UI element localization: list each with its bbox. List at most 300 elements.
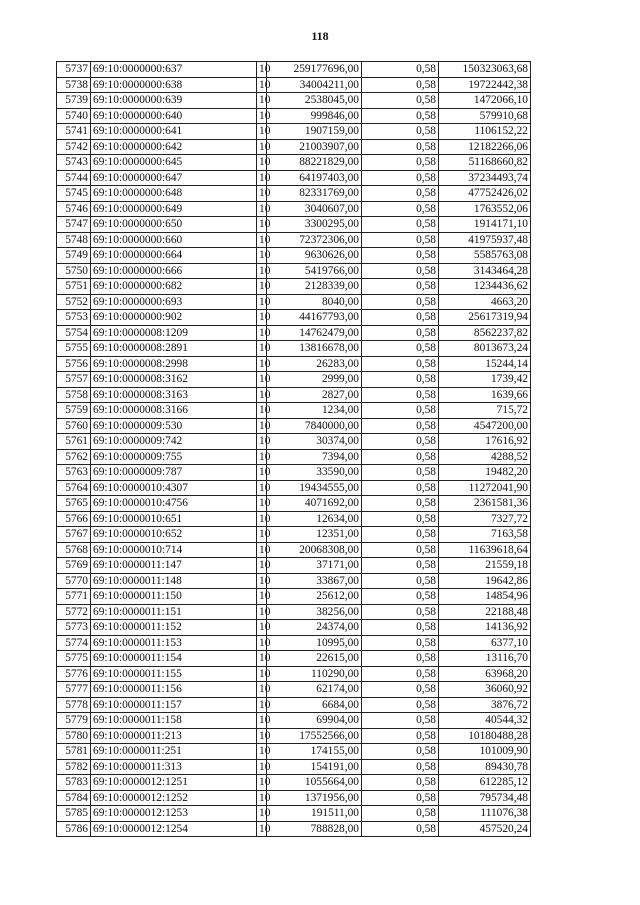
coefficient-cell: 0,58: [362, 201, 439, 217]
row-number-cell: 5740: [57, 108, 91, 124]
row-number-cell: 5770: [57, 573, 91, 589]
table-row: [57, 294, 531, 310]
cadastral-number-cell: 69:10:0000000:650: [91, 217, 257, 233]
cadastral-value-cell: 13816678,00: [267, 341, 362, 357]
table-row: [57, 480, 531, 496]
coefficient-cell: 0,58: [362, 232, 439, 248]
row-number-cell: 5774: [57, 635, 91, 651]
amount-cell: 8013673,24: [439, 341, 531, 357]
rate-cell: 10: [257, 77, 267, 93]
coefficient-cell: 0,58: [362, 93, 439, 109]
coefficient-cell: 0,58: [362, 403, 439, 419]
amount-cell: 1739,42: [439, 372, 531, 388]
table-row: [57, 496, 531, 512]
cadastral-value-cell: 191511,00: [267, 806, 362, 822]
cadastral-number-cell: 69:10:0000000:637: [91, 62, 257, 78]
coefficient-cell: 0,58: [362, 620, 439, 636]
table-row: [57, 201, 531, 217]
amount-cell: 150323063,68: [439, 62, 531, 78]
rate-cell: 10: [257, 310, 267, 326]
row-number-cell: 5762: [57, 449, 91, 465]
cadastral-number-cell: 69:10:0000011:213: [91, 728, 257, 744]
table-row: [57, 604, 531, 620]
amount-cell: 17616,92: [439, 434, 531, 450]
cadastral-number-cell: 69:10:0000008:3166: [91, 403, 257, 419]
coefficient-cell: 0,58: [362, 604, 439, 620]
row-number-cell: 5755: [57, 341, 91, 357]
rate-cell: 10: [257, 558, 267, 574]
table-row: [57, 186, 531, 202]
table-row: [57, 759, 531, 775]
amount-cell: 4547200,00: [439, 418, 531, 434]
table-row: [57, 170, 531, 186]
table-body: [57, 62, 531, 837]
amount-cell: 47752426,02: [439, 186, 531, 202]
amount-cell: 4663,20: [439, 294, 531, 310]
cadastral-value-cell: 33867,00: [267, 573, 362, 589]
table-row: [57, 589, 531, 605]
coefficient-cell: 0,58: [362, 449, 439, 465]
row-number-cell: 5742: [57, 139, 91, 155]
cadastral-number-cell: 69:10:0000000:660: [91, 232, 257, 248]
rate-cell: 10: [257, 387, 267, 403]
amount-cell: 14854,96: [439, 589, 531, 605]
cadastral-number-cell: 69:10:0000008:3162: [91, 372, 257, 388]
rate-cell: 10: [257, 279, 267, 295]
cadastral-number-cell: 69:10:0000011:152: [91, 620, 257, 636]
coefficient-cell: 0,58: [362, 558, 439, 574]
amount-cell: 13116,70: [439, 651, 531, 667]
coefficient-cell: 0,58: [362, 697, 439, 713]
amount-cell: 37234493,74: [439, 170, 531, 186]
amount-cell: 19482,20: [439, 465, 531, 481]
cadastral-number-cell: 69:10:0000008:1209: [91, 325, 257, 341]
amount-cell: 1914171,10: [439, 217, 531, 233]
amount-cell: 3143464,28: [439, 263, 531, 279]
coefficient-cell: 0,58: [362, 635, 439, 651]
row-number-cell: 5750: [57, 263, 91, 279]
amount-cell: 25617319,94: [439, 310, 531, 326]
cadastral-number-cell: 69:10:0000011:150: [91, 589, 257, 605]
coefficient-cell: 0,58: [362, 387, 439, 403]
table-row: [57, 139, 531, 155]
row-number-cell: 5773: [57, 620, 91, 636]
cadastral-value-cell: 1234,00: [267, 403, 362, 419]
cadastral-value-cell: 154191,00: [267, 759, 362, 775]
rate-cell: 10: [257, 635, 267, 651]
cadastral-value-cell: 19434555,00: [267, 480, 362, 496]
row-number-cell: 5780: [57, 728, 91, 744]
cadastral-number-cell: 69:10:0000011:154: [91, 651, 257, 667]
rate-cell: 10: [257, 480, 267, 496]
cadastral-value-cell: 110290,00: [267, 666, 362, 682]
cadastral-number-cell: 69:10:0000000:647: [91, 170, 257, 186]
cadastral-value-table: [56, 61, 531, 837]
coefficient-cell: 0,58: [362, 186, 439, 202]
row-number-cell: 5783: [57, 775, 91, 791]
coefficient-cell: 0,58: [362, 790, 439, 806]
table-row: [57, 124, 531, 140]
table-row: [57, 682, 531, 698]
rate-cell: 10: [257, 790, 267, 806]
table-row: [57, 511, 531, 527]
cadastral-number-cell: 69:10:0000010:4307: [91, 480, 257, 496]
row-number-cell: 5739: [57, 93, 91, 109]
coefficient-cell: 0,58: [362, 527, 439, 543]
row-number-cell: 5738: [57, 77, 91, 93]
table-row: [57, 93, 531, 109]
coefficient-cell: 0,58: [362, 480, 439, 496]
table-row: [57, 62, 531, 78]
amount-cell: 14136,92: [439, 620, 531, 636]
coefficient-cell: 0,58: [362, 589, 439, 605]
table-row: [57, 279, 531, 295]
rate-cell: 10: [257, 759, 267, 775]
cadastral-number-cell: 69:10:0000000:638: [91, 77, 257, 93]
rate-cell: 10: [257, 263, 267, 279]
row-number-cell: 5752: [57, 294, 91, 310]
table-row: [57, 341, 531, 357]
cadastral-value-cell: 2128339,00: [267, 279, 362, 295]
amount-cell: 7163,58: [439, 527, 531, 543]
cadastral-value-cell: 44167793,00: [267, 310, 362, 326]
row-number-cell: 5781: [57, 744, 91, 760]
table-row: [57, 775, 531, 791]
amount-cell: 1763552,06: [439, 201, 531, 217]
cadastral-number-cell: 69:10:0000009:755: [91, 449, 257, 465]
cadastral-number-cell: 69:10:0000009:787: [91, 465, 257, 481]
cadastral-value-cell: 7840000,00: [267, 418, 362, 434]
table-row: [57, 697, 531, 713]
rate-cell: 10: [257, 201, 267, 217]
coefficient-cell: 0,58: [362, 248, 439, 264]
rate-cell: 10: [257, 744, 267, 760]
table-row: [57, 821, 531, 837]
row-number-cell: 5775: [57, 651, 91, 667]
table-row: [57, 542, 531, 558]
row-number-cell: 5786: [57, 821, 91, 837]
table-row: [57, 387, 531, 403]
rate-cell: 10: [257, 434, 267, 450]
amount-cell: 19722442,38: [439, 77, 531, 93]
cadastral-value-cell: 1055664,00: [267, 775, 362, 791]
cadastral-number-cell: 69:10:0000011:313: [91, 759, 257, 775]
cadastral-number-cell: 69:10:0000000:642: [91, 139, 257, 155]
amount-cell: 7327,72: [439, 511, 531, 527]
row-number-cell: 5753: [57, 310, 91, 326]
cadastral-value-cell: 37171,00: [267, 558, 362, 574]
row-number-cell: 5778: [57, 697, 91, 713]
amount-cell: 5585763,08: [439, 248, 531, 264]
table-row: [57, 108, 531, 124]
table-row: [57, 372, 531, 388]
rate-cell: 10: [257, 325, 267, 341]
coefficient-cell: 0,58: [362, 217, 439, 233]
row-number-cell: 5784: [57, 790, 91, 806]
rate-cell: 10: [257, 511, 267, 527]
cadastral-number-cell: 69:10:0000000:641: [91, 124, 257, 140]
cadastral-value-cell: 14762479,00: [267, 325, 362, 341]
cadastral-value-cell: 30374,00: [267, 434, 362, 450]
coefficient-cell: 0,58: [362, 713, 439, 729]
amount-cell: 715,72: [439, 403, 531, 419]
cadastral-number-cell: 69:10:0000000:645: [91, 155, 257, 171]
cadastral-number-cell: 69:10:0000012:1253: [91, 806, 257, 822]
amount-cell: 36060,92: [439, 682, 531, 698]
cadastral-value-cell: 174155,00: [267, 744, 362, 760]
table-row: [57, 806, 531, 822]
cadastral-value-cell: 7394,00: [267, 449, 362, 465]
cadastral-number-cell: 69:10:0000000:639: [91, 93, 257, 109]
row-number-cell: 5769: [57, 558, 91, 574]
row-number-cell: 5761: [57, 434, 91, 450]
rate-cell: 10: [257, 666, 267, 682]
amount-cell: 11272041,90: [439, 480, 531, 496]
cadastral-number-cell: 69:10:0000011:153: [91, 635, 257, 651]
row-number-cell: 5758: [57, 387, 91, 403]
row-number-cell: 5777: [57, 682, 91, 698]
rate-cell: 10: [257, 372, 267, 388]
cadastral-value-cell: 21003907,00: [267, 139, 362, 155]
cadastral-value-cell: 2999,00: [267, 372, 362, 388]
amount-cell: 579910,68: [439, 108, 531, 124]
cadastral-value-cell: 9630626,00: [267, 248, 362, 264]
amount-cell: 21559,18: [439, 558, 531, 574]
rate-cell: 10: [257, 806, 267, 822]
cadastral-number-cell: 69:10:0000011:148: [91, 573, 257, 589]
table-row: [57, 713, 531, 729]
table-row: [57, 77, 531, 93]
coefficient-cell: 0,58: [362, 418, 439, 434]
rate-cell: 10: [257, 93, 267, 109]
rate-cell: 10: [257, 589, 267, 605]
rate-cell: 10: [257, 418, 267, 434]
amount-cell: 89430,78: [439, 759, 531, 775]
cadastral-number-cell: 69:10:0000008:2998: [91, 356, 257, 372]
cadastral-value-cell: 62174,00: [267, 682, 362, 698]
coefficient-cell: 0,58: [362, 77, 439, 93]
table-row: [57, 558, 531, 574]
cadastral-number-cell: 69:10:0000009:742: [91, 434, 257, 450]
cadastral-number-cell: 69:10:0000000:693: [91, 294, 257, 310]
rate-cell: 10: [257, 465, 267, 481]
coefficient-cell: 0,58: [362, 325, 439, 341]
rate-cell: 10: [257, 217, 267, 233]
cadastral-value-cell: 4071692,00: [267, 496, 362, 512]
row-number-cell: 5745: [57, 186, 91, 202]
cadastral-value-cell: 64197403,00: [267, 170, 362, 186]
table-row: [57, 744, 531, 760]
table-row: [57, 232, 531, 248]
table-row: [57, 728, 531, 744]
table-row: [57, 449, 531, 465]
cadastral-value-cell: 38256,00: [267, 604, 362, 620]
amount-cell: 111076,38: [439, 806, 531, 822]
cadastral-value-cell: 26283,00: [267, 356, 362, 372]
cadastral-number-cell: 69:10:0000000:664: [91, 248, 257, 264]
coefficient-cell: 0,58: [362, 511, 439, 527]
coefficient-cell: 0,58: [362, 263, 439, 279]
table-row: [57, 217, 531, 233]
amount-cell: 101009,90: [439, 744, 531, 760]
coefficient-cell: 0,58: [362, 356, 439, 372]
rate-cell: 10: [257, 697, 267, 713]
amount-cell: 795734,48: [439, 790, 531, 806]
row-number-cell: 5737: [57, 62, 91, 78]
rate-cell: 10: [257, 62, 267, 78]
rate-cell: 10: [257, 527, 267, 543]
cadastral-value-cell: 8040,00: [267, 294, 362, 310]
table-row: [57, 403, 531, 419]
cadastral-value-cell: 999846,00: [267, 108, 362, 124]
row-number-cell: 5771: [57, 589, 91, 605]
row-number-cell: 5751: [57, 279, 91, 295]
row-number-cell: 5747: [57, 217, 91, 233]
cadastral-value-cell: 12634,00: [267, 511, 362, 527]
rate-cell: 10: [257, 186, 267, 202]
cadastral-value-cell: 2538045,00: [267, 93, 362, 109]
row-number-cell: 5768: [57, 542, 91, 558]
cadastral-value-cell: 788828,00: [267, 821, 362, 837]
row-number-cell: 5760: [57, 418, 91, 434]
table-row: [57, 325, 531, 341]
cadastral-number-cell: 69:10:0000000:902: [91, 310, 257, 326]
amount-cell: 11639618,64: [439, 542, 531, 558]
amount-cell: 4288,52: [439, 449, 531, 465]
cadastral-number-cell: 69:10:0000011:147: [91, 558, 257, 574]
cadastral-number-cell: 69:10:0000012:1254: [91, 821, 257, 837]
row-number-cell: 5782: [57, 759, 91, 775]
page-number: 118: [311, 29, 329, 43]
amount-cell: 19642,86: [439, 573, 531, 589]
cadastral-number-cell: 69:10:0000000:648: [91, 186, 257, 202]
rate-cell: 10: [257, 341, 267, 357]
amount-cell: 63968,20: [439, 666, 531, 682]
coefficient-cell: 0,58: [362, 372, 439, 388]
coefficient-cell: 0,58: [362, 496, 439, 512]
row-number-cell: 5767: [57, 527, 91, 543]
row-number-cell: 5757: [57, 372, 91, 388]
table-row: [57, 263, 531, 279]
cadastral-value-cell: 3300295,00: [267, 217, 362, 233]
coefficient-cell: 0,58: [362, 139, 439, 155]
rate-cell: 10: [257, 713, 267, 729]
cadastral-value-cell: 24374,00: [267, 620, 362, 636]
coefficient-cell: 0,58: [362, 806, 439, 822]
rate-cell: 10: [257, 294, 267, 310]
rate-cell: 10: [257, 604, 267, 620]
row-number-cell: 5744: [57, 170, 91, 186]
coefficient-cell: 0,58: [362, 310, 439, 326]
table-row: [57, 465, 531, 481]
coefficient-cell: 0,58: [362, 341, 439, 357]
cadastral-number-cell: 69:10:0000010:652: [91, 527, 257, 543]
row-number-cell: 5759: [57, 403, 91, 419]
cadastral-number-cell: 69:10:0000011:157: [91, 697, 257, 713]
cadastral-value-cell: 72372306,00: [267, 232, 362, 248]
amount-cell: 1472066,10: [439, 93, 531, 109]
amount-cell: 10180488,28: [439, 728, 531, 744]
cadastral-number-cell: 69:10:0000000:682: [91, 279, 257, 295]
cadastral-value-cell: 2827,00: [267, 387, 362, 403]
cadastral-number-cell: 69:10:0000011:251: [91, 744, 257, 760]
cadastral-number-cell: 69:10:0000009:530: [91, 418, 257, 434]
cadastral-number-cell: 69:10:0000012:1251: [91, 775, 257, 791]
row-number-cell: 5766: [57, 511, 91, 527]
table-row: [57, 635, 531, 651]
amount-cell: 1106152,22: [439, 124, 531, 140]
row-number-cell: 5764: [57, 480, 91, 496]
amount-cell: 3876,72: [439, 697, 531, 713]
rate-cell: 10: [257, 403, 267, 419]
coefficient-cell: 0,58: [362, 465, 439, 481]
rate-cell: 10: [257, 232, 267, 248]
row-number-cell: 5746: [57, 201, 91, 217]
cadastral-value-cell: 88221829,00: [267, 155, 362, 171]
cadastral-value-cell: 12351,00: [267, 527, 362, 543]
amount-cell: 8562237,82: [439, 325, 531, 341]
row-number-cell: 5741: [57, 124, 91, 140]
cadastral-number-cell: 69:10:0000008:2891: [91, 341, 257, 357]
cadastral-number-cell: 69:10:0000000:640: [91, 108, 257, 124]
cadastral-value-cell: 6684,00: [267, 697, 362, 713]
coefficient-cell: 0,58: [362, 294, 439, 310]
row-number-cell: 5763: [57, 465, 91, 481]
coefficient-cell: 0,58: [362, 155, 439, 171]
table-row: [57, 248, 531, 264]
table-row: [57, 155, 531, 171]
cadastral-number-cell: 69:10:0000012:1252: [91, 790, 257, 806]
cadastral-number-cell: 69:10:0000010:4756: [91, 496, 257, 512]
coefficient-cell: 0,58: [362, 279, 439, 295]
table-row: [57, 418, 531, 434]
amount-cell: 22188,48: [439, 604, 531, 620]
rate-cell: 10: [257, 775, 267, 791]
cadastral-number-cell: 69:10:0000011:158: [91, 713, 257, 729]
coefficient-cell: 0,58: [362, 651, 439, 667]
amount-cell: 1234436,62: [439, 279, 531, 295]
cadastral-value-cell: 34004211,00: [267, 77, 362, 93]
coefficient-cell: 0,58: [362, 682, 439, 698]
row-number-cell: 5756: [57, 356, 91, 372]
rate-cell: 10: [257, 728, 267, 744]
rate-cell: 10: [257, 821, 267, 837]
rate-cell: 10: [257, 542, 267, 558]
coefficient-cell: 0,58: [362, 124, 439, 140]
table-row: [57, 527, 531, 543]
table-row: [57, 666, 531, 682]
cadastral-value-cell: 22615,00: [267, 651, 362, 667]
cadastral-number-cell: 69:10:0000000:666: [91, 263, 257, 279]
cadastral-value-cell: 25612,00: [267, 589, 362, 605]
rate-cell: 10: [257, 248, 267, 264]
coefficient-cell: 0,58: [362, 821, 439, 837]
table-row: [57, 434, 531, 450]
cadastral-value-cell: 10995,00: [267, 635, 362, 651]
cadastral-value-cell: 1371956,00: [267, 790, 362, 806]
amount-cell: 1639,66: [439, 387, 531, 403]
row-number-cell: 5743: [57, 155, 91, 171]
table-row: [57, 651, 531, 667]
row-number-cell: 5749: [57, 248, 91, 264]
coefficient-cell: 0,58: [362, 728, 439, 744]
rate-cell: 10: [257, 139, 267, 155]
amount-cell: 612285,12: [439, 775, 531, 791]
cadastral-value-cell: 82331769,00: [267, 186, 362, 202]
table-row: [57, 790, 531, 806]
amount-cell: 51168660,82: [439, 155, 531, 171]
coefficient-cell: 0,58: [362, 775, 439, 791]
